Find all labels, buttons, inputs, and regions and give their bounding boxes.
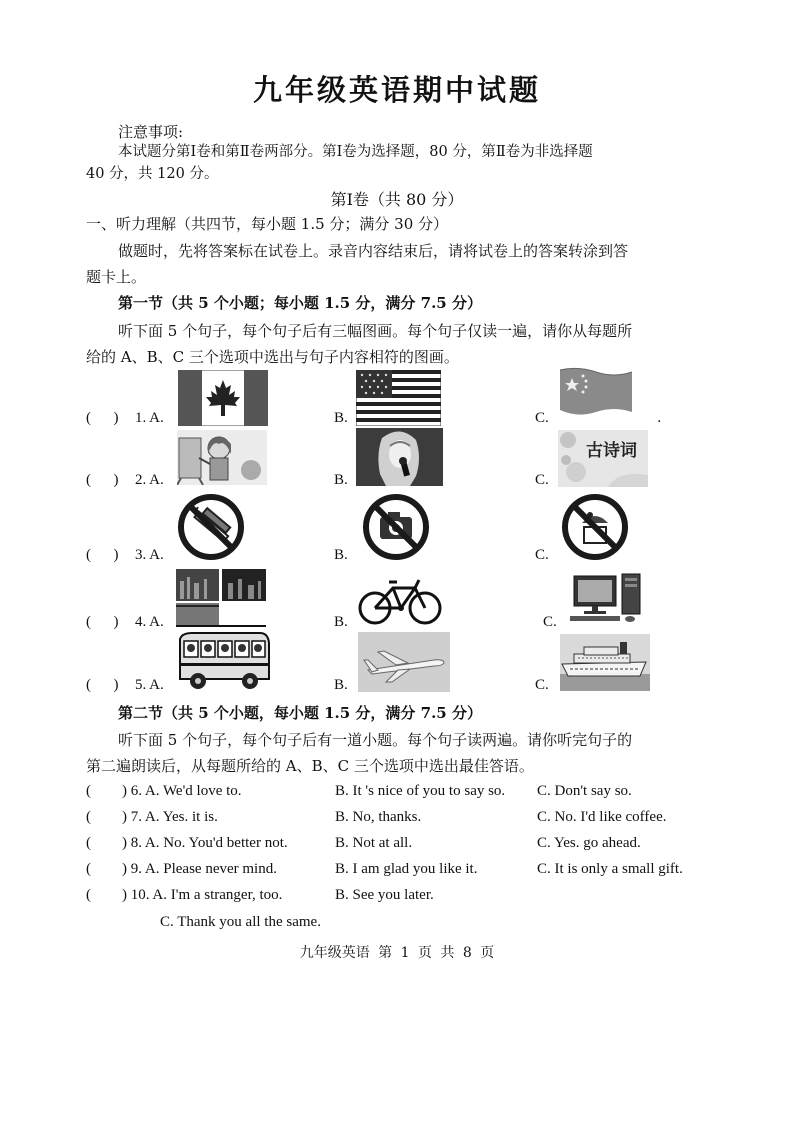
option-b[interactable]: B. It 's nice of you to say so. [335, 783, 506, 799]
item-label: 1. A. [135, 410, 164, 426]
item-label: 5. A. [135, 677, 164, 693]
option-a[interactable]: ) 10. A. I'm a stranger, too. [122, 887, 283, 903]
bicycle-image [357, 572, 443, 627]
option-b-label: B. [334, 677, 348, 693]
answer-blank[interactable]: ( [86, 861, 91, 877]
part1-instruction-2: 题卡上。 [86, 268, 147, 286]
option-c-label: C. [535, 677, 549, 693]
option-a[interactable]: ) 7. A. Yes. it is. [122, 809, 218, 825]
answer-blank[interactable]: ( ) [86, 547, 119, 563]
city-photos-image [176, 569, 266, 627]
option-c[interactable]: C. Thank you all the same. [160, 914, 321, 930]
ancient-poetry-image [558, 430, 648, 487]
option-a[interactable]: ) 8. A. No. You'd better not. [122, 835, 288, 851]
option-b-label: B. [334, 410, 348, 426]
part1-title: 一、听力理解（共四节，每小题 1.5 分；满分 30 分） [86, 215, 449, 233]
answer-blank[interactable]: ( ) [86, 614, 119, 630]
usa-flag-image [356, 370, 441, 426]
section1-instruction-2: 给的 A、B、C 三个选项中选出与句子内容相符的图画。 [86, 348, 459, 366]
painting-girl-image [177, 430, 267, 485]
poetry-caption: 古诗词 [586, 441, 637, 461]
option-c-label: C. [535, 472, 549, 488]
page-title: 九年级英语期中试题 [252, 73, 541, 107]
answer-blank[interactable]: ( [86, 887, 91, 903]
answer-blank[interactable]: ( ) [86, 472, 119, 488]
section2-title: 第二节（共 5 个小题，每小题 1.5 分，满分 7.5 分） [118, 704, 482, 722]
section1-instruction-1: 听下面 5 个句子，每个句子后有三幅图画。每个句子仅读一遍，请你从每题所 [118, 322, 633, 340]
option-b[interactable]: B. No, thanks. [335, 809, 422, 825]
answer-blank[interactable]: ( [86, 835, 91, 851]
option-a[interactable]: ) 9. A. Please never mind. [122, 861, 277, 877]
option-b-label: B. [334, 472, 348, 488]
option-c-label: C. [535, 410, 549, 426]
no-photos-sign-image [361, 493, 431, 561]
no-smoking-sign-image [176, 493, 246, 561]
china-flag-image [558, 366, 634, 418]
section2-instruction-2: 第二遍朗读后，从每题所给的 A、B、C 三个选项中选出最佳答语。 [86, 757, 534, 775]
item-label: 4. A. [135, 614, 164, 630]
option-b[interactable]: B. See you later. [335, 887, 434, 903]
answer-blank[interactable]: ( [86, 809, 91, 825]
school-bus-image [176, 631, 271, 692]
option-b-label: B. [334, 614, 348, 630]
notice-heading: 注意事项: [118, 123, 184, 141]
option-c-label: C. [535, 547, 549, 563]
canada-flag-image [178, 370, 268, 426]
cruise-ship-image [560, 634, 650, 691]
item-label: 3. A. [135, 547, 164, 563]
option-c[interactable]: C. Yes. go ahead. [537, 835, 641, 851]
notice-line-1: 本试题分第Ⅰ卷和第Ⅱ卷两部分。第Ⅰ卷为选择题，80 分，第Ⅱ卷为非选择题 [118, 144, 593, 160]
computer-image [570, 572, 650, 622]
option-b-label: B. [334, 547, 348, 563]
page-footer: 九年级英语 第 1 页 共 8 页 [299, 945, 495, 961]
option-b[interactable]: B. Not at all. [335, 835, 413, 851]
singer-woman-image [356, 428, 443, 486]
notice-line-2: 40 分，共 120 分。 [86, 166, 219, 182]
answer-blank[interactable]: ( ) [86, 677, 119, 693]
section1-title: 第一节（共 5 个小题；每小题 1.5 分，满分 7.5 分） [118, 294, 482, 312]
part1-instruction-1: 做题时，先将答案标在试卷上。录音内容结束后，请将试卷上的答案转涂到答 [118, 242, 629, 260]
no-trash-sign-image [560, 493, 630, 561]
option-a[interactable]: ) 6. A. We'd love to. [122, 783, 242, 799]
airplane-image [358, 632, 450, 692]
section2-instruction-1: 听下面 5 个句子，每个句子后有一道小题。每个句子读两遍。请你听完句子的 [118, 731, 633, 749]
item-label: 2. A. [135, 472, 164, 488]
answer-blank[interactable]: ( [86, 783, 91, 799]
option-c[interactable]: C. No. I'd like coffee. [537, 809, 667, 825]
answer-blank[interactable]: ( ) [86, 410, 119, 426]
option-c[interactable]: C. It is only a small gift. [537, 861, 683, 877]
option-b[interactable]: B. I am glad you like it. [335, 861, 478, 877]
volume-title: 第Ⅰ卷（共 80 分） [330, 190, 464, 209]
option-c[interactable]: C. Don't say so. [537, 783, 632, 799]
option-c-label: C. [543, 614, 557, 630]
trailing-dot: . [657, 410, 662, 426]
